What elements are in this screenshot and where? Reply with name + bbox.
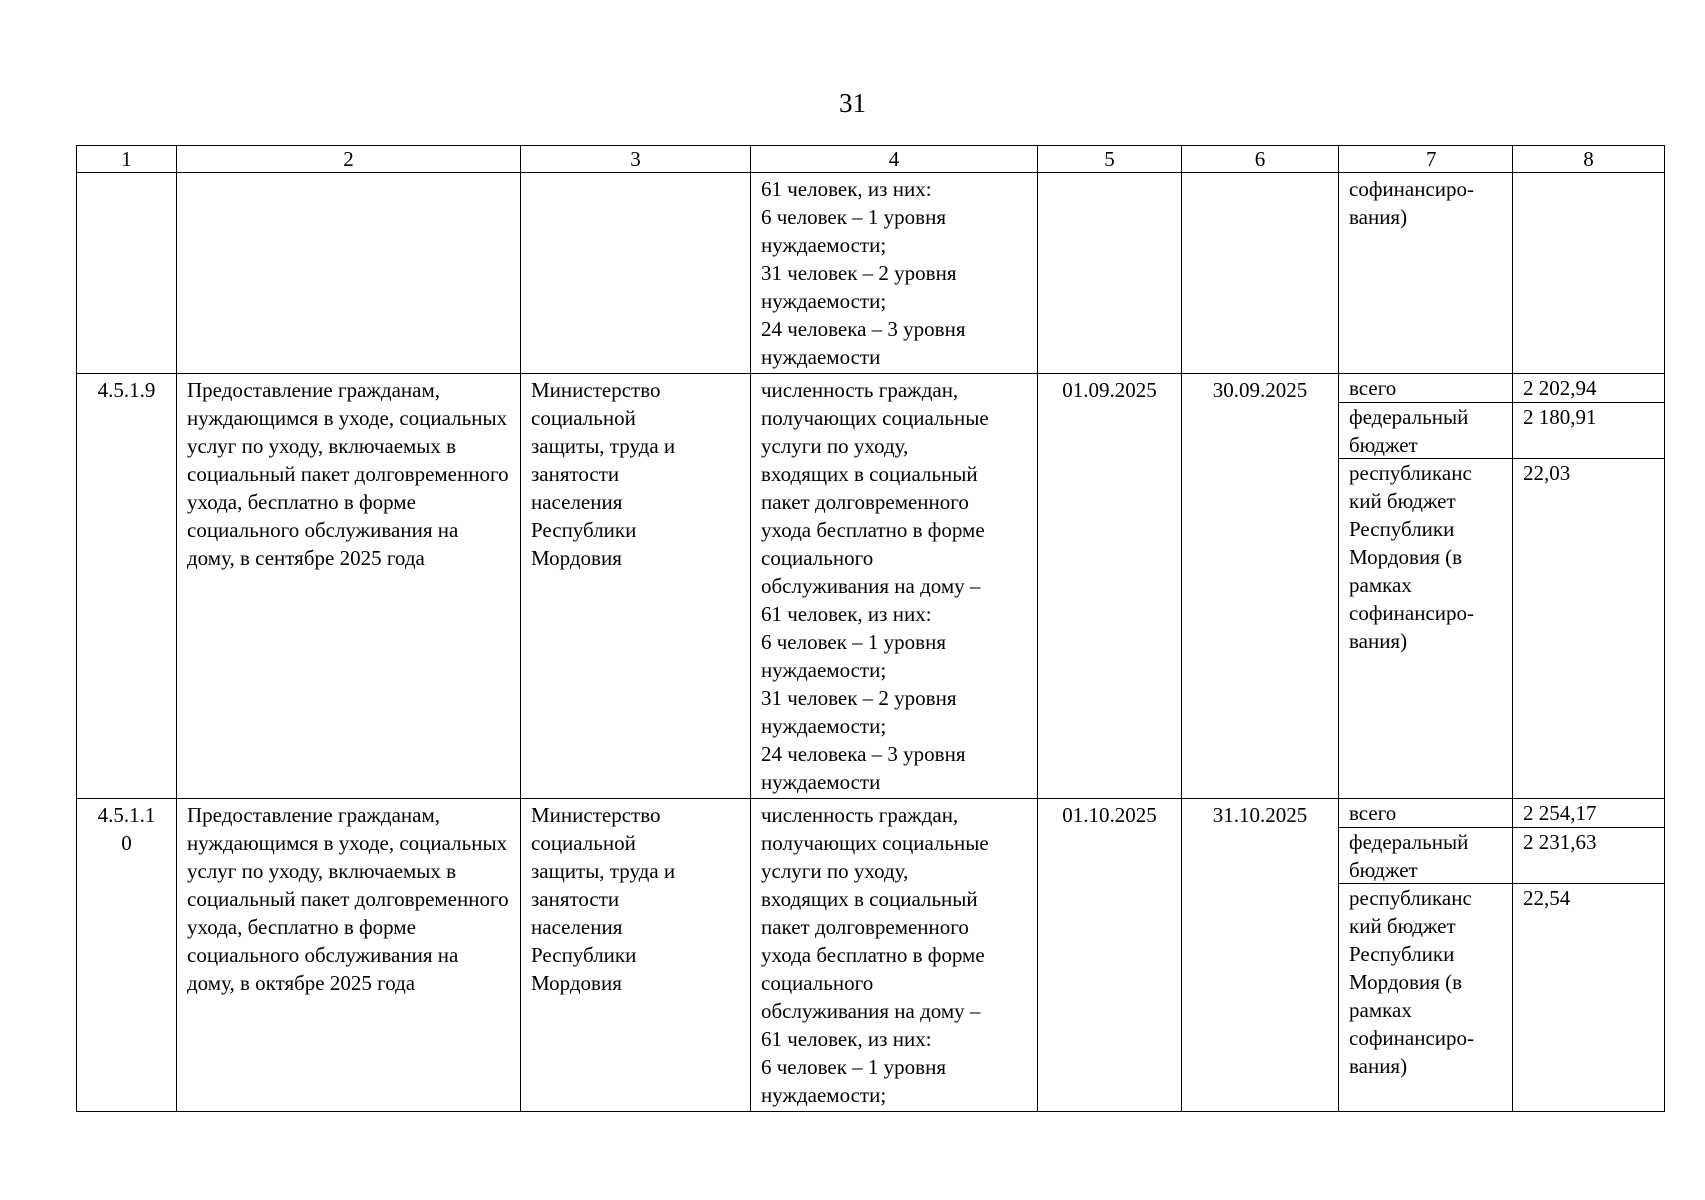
header-cell: 3 [521, 146, 751, 173]
header-cell: 5 [1038, 146, 1182, 173]
cell-indicator: 61 человек, из них: 6 человек – 1 уровня нуждаемости; 31 человек – 2 уровня нуждаемости; 24 человека – 3 уровня нуждаемости [751, 173, 1038, 374]
cell-num: 4.5.1.1 0 [77, 799, 177, 1112]
program-table [76, 145, 1665, 1112]
header-cell: 8 [1513, 146, 1665, 173]
continuation-row [77, 173, 1665, 374]
cell-num: 4.5.1.9 [77, 374, 177, 799]
cell-funding-source: софинансиро- вания) [1339, 173, 1513, 374]
funding-source: всего [1349, 376, 1397, 400]
cell-indicator: численность граждан, получающих социальные услуги по уходу, входящих в социальный пакет долговременного ухода бесплатно в форме социального обслуживания на дому – 61 человек, из них: 6 человек – 1 уровня нуждаемости; [751, 799, 1038, 1112]
cell-description: Предоставление гражданам, нуждающимся в уходе, социальных услуг по уходу, включаемых в социальный пакет долговременного ухода, бесплатно в форме социального обслуживания на дому, в октябре 2025 года [177, 799, 521, 1112]
cell-end-date: 31.10.2025 [1182, 799, 1339, 1112]
cell-end [1182, 173, 1339, 374]
funding-amount: 2 231,63 [1513, 827, 1664, 883]
header-row [77, 146, 1665, 173]
funding-source: республиканс кий бюджет Республики Мордовия (в рамках софинансиро- вания) [1339, 458, 1512, 655]
header-cell: 4 [751, 146, 1038, 173]
table-row [77, 799, 1665, 1112]
cell-indicator: численность граждан, получающих социальные услуги по уходу, входящих в социальный пакет долговременного ухода бесплатно в форме социального обслуживания на дому – 61 человек, из них: 6 человек – 1 уровня нуждаемости; 31 человек – 2 уровня нуждаемости; 24 человека – 3 уровня нуждаемости [751, 374, 1038, 799]
funding-source: федеральный бюджет [1339, 827, 1512, 883]
funding-amount: 22,54 [1513, 883, 1664, 912]
cell-executor [521, 173, 751, 374]
header-cell: 1 [77, 146, 177, 173]
page-number: 31 [839, 88, 866, 118]
cell-funding-amounts [1513, 374, 1665, 799]
cell-funding-amounts [1513, 799, 1665, 1112]
cell-description [177, 173, 521, 374]
header-cell: 7 [1339, 146, 1513, 173]
cell-amount [1513, 173, 1665, 374]
funding-source: федеральный бюджет [1339, 402, 1512, 458]
cell-description: Предоставление гражданам, нуждающимся в уходе, социальных услуг по уходу, включаемых в социальный пакет долговременного ухода, бесплатно в форме социального обслуживания на дому, в сентябре 2025 года [177, 374, 521, 799]
funding-source: республиканс кий бюджет Республики Мордовия (в рамках софинансиро- вания) [1339, 883, 1512, 1080]
table-row [77, 374, 1665, 799]
cell-funding-sources [1339, 374, 1513, 799]
cell-executor: Министерство социальной защиты, труда и занятости населения Республики Мордовия [521, 799, 751, 1112]
cell-start-date: 01.09.2025 [1038, 374, 1182, 799]
cell-funding-sources [1339, 799, 1513, 1112]
cell-num [77, 173, 177, 374]
cell-start-date: 01.10.2025 [1038, 799, 1182, 1112]
funding-amount: 2 254,17 [1523, 801, 1597, 825]
header-cell: 6 [1182, 146, 1339, 173]
funding-source: всего [1349, 801, 1397, 825]
header-cell: 2 [177, 146, 521, 173]
funding-amount: 22,03 [1513, 458, 1664, 487]
cell-executor: Министерство социальной защиты, труда и занятости населения Республики Мордовия [521, 374, 751, 799]
funding-amount: 2 202,94 [1523, 376, 1597, 400]
cell-end-date: 30.09.2025 [1182, 374, 1339, 799]
funding-amount: 2 180,91 [1513, 402, 1664, 458]
cell-start [1038, 173, 1182, 374]
